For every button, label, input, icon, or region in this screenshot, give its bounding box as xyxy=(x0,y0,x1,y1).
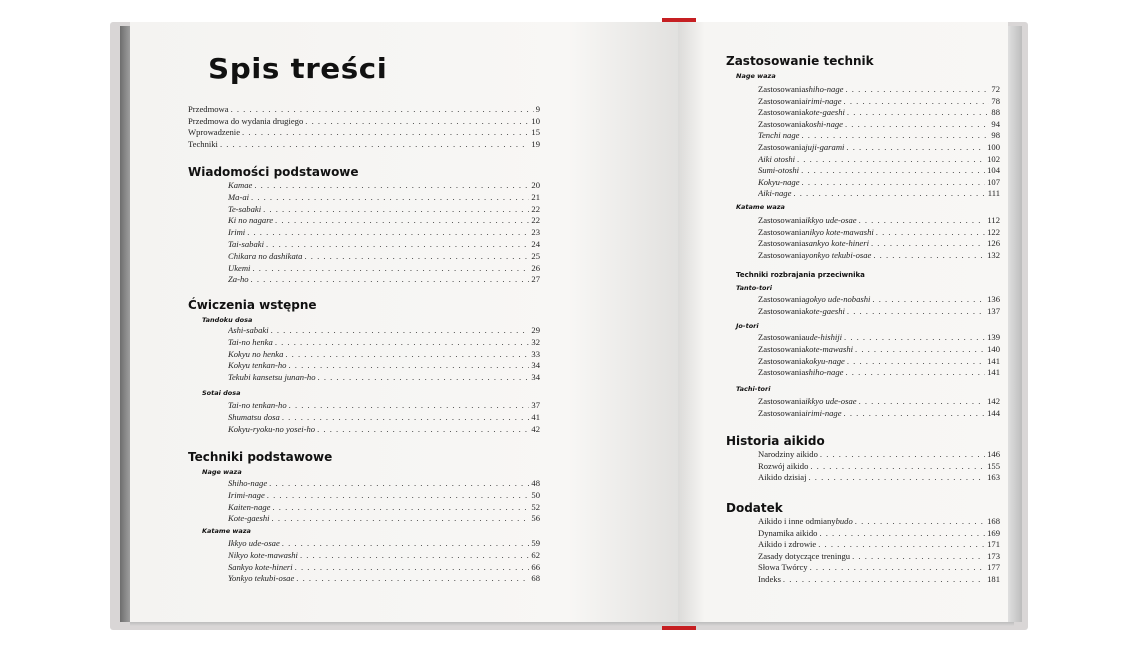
toc-page-number: 88 xyxy=(991,107,1000,118)
toc-leader-dots xyxy=(797,154,985,164)
toc-leader-dots xyxy=(318,372,530,382)
toc-page-number: 21 xyxy=(531,191,540,202)
toc-entry-prefix: Zastosowania xyxy=(758,249,806,260)
toc-entry xyxy=(758,250,1000,260)
toc-entry xyxy=(188,127,540,137)
toc-entry-label: Tai-no henka xyxy=(228,336,273,347)
toc-leader-dots xyxy=(810,461,985,471)
toc-page-number: 56 xyxy=(531,513,540,524)
toc-page-number: 141 xyxy=(987,367,1000,378)
section-heading: Ćwiczenia wstępne xyxy=(188,298,317,312)
toc-entry-label: Kokyu-nage xyxy=(758,176,800,187)
toc-page-number: 10 xyxy=(531,115,540,126)
toc-entry-label: yonkyo tekubi-osae xyxy=(805,249,872,260)
toc-entry-label: shiho-nage xyxy=(805,84,844,94)
toc-entry xyxy=(188,139,540,149)
toc-leader-dots xyxy=(231,104,534,114)
toc-entry xyxy=(758,539,1000,549)
toc-entry-label: Kaiten-nage xyxy=(228,501,271,512)
toc-entry xyxy=(228,215,540,225)
toc-entry xyxy=(758,107,1000,117)
toc-entry xyxy=(758,574,1000,584)
toc-entry xyxy=(758,154,1000,164)
toc-entry xyxy=(758,84,1000,94)
toc-entry-label: Techniki xyxy=(188,138,218,149)
toc-page-number: 15 xyxy=(531,127,540,138)
open-book xyxy=(110,18,1028,630)
toc-page-number: 22 xyxy=(531,203,540,214)
toc-entry xyxy=(758,142,1000,152)
toc-entry-label: gokyo ude-nobashi xyxy=(805,294,871,304)
toc-leader-dots xyxy=(801,165,985,175)
toc-entry xyxy=(228,400,540,410)
toc-entry-label: Aikido dzisiaj xyxy=(758,472,807,483)
toc-entry xyxy=(228,538,540,548)
section-heading: Techniki podstawowe xyxy=(188,450,333,464)
toc-page-number: 94 xyxy=(991,118,1000,129)
toc-entry-label: Zasady dotyczące treningu xyxy=(758,550,851,561)
toc-leader-dots xyxy=(282,412,530,422)
toc-leader-dots xyxy=(251,274,530,284)
toc-page-number: 32 xyxy=(531,336,540,347)
toc-entry xyxy=(228,337,540,347)
toc-entry-label: Ukemi xyxy=(228,262,251,273)
toc-leader-dots xyxy=(855,516,985,526)
toc-entry xyxy=(228,239,540,249)
subsection-heading: Sotai dosa xyxy=(202,389,241,397)
subsection-heading: Jo-tori xyxy=(736,322,759,330)
toc-entry-label: Narodziny aikido xyxy=(758,449,818,459)
toc-page-number: 122 xyxy=(987,226,1000,237)
toc-entry-label: kote-mawashi xyxy=(805,343,854,354)
toc-page-number: 27 xyxy=(531,274,540,285)
toc-leader-dots xyxy=(847,306,985,316)
toc-leader-dots xyxy=(289,400,530,410)
toc-leader-dots xyxy=(783,574,985,584)
toc-leader-dots xyxy=(847,356,985,366)
toc-leader-dots xyxy=(254,180,529,190)
toc-page-number: 42 xyxy=(531,423,540,434)
toc-entry xyxy=(758,356,1000,366)
toc-entry-label: Aiki-nage xyxy=(758,188,792,199)
toc-entry-prefix: Zastosowania xyxy=(758,367,806,378)
toc-entry-label: Dynamika aikido xyxy=(758,527,818,538)
page-edges-right xyxy=(1006,26,1022,622)
toc-entry-label: ikkyo ude-osae xyxy=(805,396,857,406)
toc-entry-label: Nikyo kote-mawashi xyxy=(228,549,298,560)
toc-page-number: 50 xyxy=(531,489,540,500)
toc-page-number: 19 xyxy=(531,138,540,149)
toc-entry xyxy=(758,294,1000,304)
toc-entry xyxy=(758,119,1000,129)
toc-page-number: 78 xyxy=(991,95,1000,106)
toc-entry xyxy=(758,516,1000,526)
toc-entry-prefix: Zastosowania xyxy=(758,407,806,418)
toc-page-number: 33 xyxy=(531,348,540,359)
toc-entry xyxy=(188,116,540,126)
toc-page-number: 25 xyxy=(531,250,540,261)
section-heading: Historia aikido xyxy=(726,434,825,448)
toc-page-number: 26 xyxy=(531,262,540,273)
toc-page-number: 144 xyxy=(987,407,1000,418)
toc-entry xyxy=(758,306,1000,316)
toc-entry-prefix: Zastosowania xyxy=(758,305,806,316)
toc-entry-label: Shiho-nage xyxy=(228,478,268,488)
toc-page-number: 102 xyxy=(987,153,1000,164)
toc-entry-label: ude-hishiji xyxy=(805,332,843,342)
toc-entry-label: Przedmowa do wydania drugiego xyxy=(188,115,304,126)
toc-entry xyxy=(228,274,540,284)
toc-entry-label: Aiki otoshi xyxy=(758,153,795,164)
toc-page-number: 68 xyxy=(531,573,540,584)
toc-entry xyxy=(228,490,540,500)
toc-entry-label: Te-sabaki xyxy=(228,203,262,214)
toc-entry-label: kote-gaeshi xyxy=(805,305,845,316)
toc-entry-label: Rozwój aikido xyxy=(758,460,809,471)
toc-entry-label: Aikido i zdrowie xyxy=(758,539,817,550)
toc-leader-dots xyxy=(247,227,529,237)
toc-entry xyxy=(758,177,1000,187)
toc-entry-label: Ashi-sabaki xyxy=(228,325,269,335)
toc-entry-label: kokyu-nage xyxy=(805,355,845,366)
toc-entry-label: shiho-nage xyxy=(805,367,844,378)
toc-entry-label: ikkyo ude-osae xyxy=(805,215,857,225)
toc-entry-label: Kokyu tenkan-ho xyxy=(228,360,287,371)
toc-entry xyxy=(758,215,1000,225)
toc-entry-label: Sankyo kote-hineri xyxy=(228,561,293,572)
toc-page-number: 72 xyxy=(991,84,1000,94)
toc-page-number: 62 xyxy=(531,549,540,560)
toc-page-number: 107 xyxy=(987,176,1000,187)
toc-page-number: 34 xyxy=(531,360,540,371)
toc-entry-label: Ki no nagare xyxy=(228,215,274,226)
toc-leader-dots xyxy=(818,539,985,549)
toc-entry xyxy=(188,104,540,114)
toc-leader-dots xyxy=(802,177,986,187)
toc-page-number: 126 xyxy=(987,238,1000,249)
toc-leader-dots xyxy=(845,84,989,94)
toc-page-number: 137 xyxy=(987,305,1000,316)
toc-entry xyxy=(758,528,1000,538)
toc-page-number: 163 xyxy=(987,472,1000,483)
toc-entry xyxy=(758,367,1000,377)
toc-page-number: 155 xyxy=(987,460,1000,471)
toc-leader-dots xyxy=(272,513,530,523)
toc-leader-dots xyxy=(304,251,529,261)
toc-entry xyxy=(758,96,1000,106)
subsection-heading: Tachi-tori xyxy=(736,385,771,393)
toc-page-number: 169 xyxy=(987,527,1000,538)
toc-entry-label: budo xyxy=(835,516,853,526)
toc-entry-prefix: Zastosowania xyxy=(758,332,806,342)
toc-leader-dots xyxy=(852,551,985,561)
toc-entry xyxy=(758,344,1000,354)
toc-page-number: 22 xyxy=(531,215,540,226)
toc-entry-label: Chikara no dashikata xyxy=(228,250,303,261)
toc-entry xyxy=(758,472,1000,482)
toc-leader-dots xyxy=(269,478,529,488)
toc-entry-label: Kamae xyxy=(228,180,253,190)
toc-leader-dots xyxy=(844,96,990,106)
toc-entry-label: Tenchi nage xyxy=(758,130,800,141)
toc-entry-label: kote-gaeshi xyxy=(805,107,845,118)
toc-entry xyxy=(758,238,1000,248)
toc-page-number: 34 xyxy=(531,372,540,383)
toc-entry-label: Kote-gaeshi xyxy=(228,513,270,524)
left-page xyxy=(130,22,678,622)
toc-entry xyxy=(228,349,540,359)
toc-entry-label: Ikkyo ude-osae xyxy=(228,538,280,548)
toc-page-number: 52 xyxy=(531,501,540,512)
toc-entry-label: Shumatsu dosa xyxy=(228,411,280,422)
toc-page-number: 136 xyxy=(987,294,1000,304)
toc-entry-label: Indeks xyxy=(758,574,781,584)
toc-entry-label: nikyo kote-mawashi xyxy=(805,226,874,237)
subsection-heading: Katame waza xyxy=(736,203,785,211)
toc-entry-label: Tekubi kansetsu junan-ho xyxy=(228,372,316,383)
right-page xyxy=(678,22,1008,622)
subsection-heading: Nage waza xyxy=(736,72,776,80)
toc-leader-dots xyxy=(845,119,989,129)
toc-leader-dots xyxy=(266,239,529,249)
toc-leader-dots xyxy=(859,215,986,225)
toc-page-number: 171 xyxy=(987,539,1000,550)
toc-leader-dots xyxy=(282,538,530,548)
toc-entry-label: irimi-nage xyxy=(805,95,842,106)
toc-page-number: 146 xyxy=(987,449,1000,459)
toc-page-number: 173 xyxy=(987,550,1000,561)
toc-entry-label: Wprowadzenie xyxy=(188,127,241,138)
toc-entry-label: Tai-sabaki xyxy=(228,239,264,249)
toc-page-number: 168 xyxy=(987,516,1000,526)
toc-page-number: 20 xyxy=(531,180,540,190)
toc-page-number: 104 xyxy=(987,165,1000,176)
toc-entry xyxy=(758,130,1000,140)
toc-entry xyxy=(228,573,540,583)
toc-leader-dots xyxy=(819,528,985,538)
toc-page-number: 132 xyxy=(987,249,1000,260)
toc-leader-dots xyxy=(801,130,989,140)
toc-entry xyxy=(758,449,1000,459)
toc-entry-prefix: Zastosowania xyxy=(758,142,806,152)
toc-entry xyxy=(758,562,1000,572)
toc-entry-prefix: Zastosowania xyxy=(758,343,806,354)
toc-page-number: 100 xyxy=(987,142,1000,152)
toc-entry xyxy=(228,424,540,434)
toc-leader-dots xyxy=(275,337,530,347)
section-heading: Wiadomości podstawowe xyxy=(188,165,359,179)
toc-leader-dots xyxy=(820,449,985,459)
toc-entry-label: Ma-ai xyxy=(228,191,250,202)
toc-entry xyxy=(758,188,1000,198)
toc-entry xyxy=(228,412,540,422)
toc-entry-label: juji-garami xyxy=(805,142,845,152)
toc-leader-dots xyxy=(251,192,529,202)
toc-page-number: 139 xyxy=(987,332,1000,342)
toc-entry-label: Tai-no tenkan-ho xyxy=(228,400,287,410)
toc-page-number: 48 xyxy=(531,478,540,488)
toc-page-number: 23 xyxy=(531,227,540,238)
toc-entry xyxy=(758,332,1000,342)
toc-leader-dots xyxy=(272,502,529,512)
toc-leader-dots xyxy=(285,349,529,359)
toc-entry-prefix: Zastosowania xyxy=(758,84,806,94)
toc-entry-prefix: Zastosowania xyxy=(758,118,806,129)
toc-entry xyxy=(758,461,1000,471)
toc-entry-label: Irimi-nage xyxy=(228,489,265,500)
toc-page-number: 41 xyxy=(531,411,540,422)
toc-leader-dots xyxy=(242,127,529,137)
toc-page-number: 177 xyxy=(987,562,1000,573)
toc-leader-dots xyxy=(846,142,985,152)
toc-page-number: 37 xyxy=(531,400,540,410)
toc-leader-dots xyxy=(844,408,986,418)
toc-page-number: 66 xyxy=(531,561,540,572)
toc-entry xyxy=(228,204,540,214)
toc-entry xyxy=(228,502,540,512)
toc-entry-prefix: Zastosowania xyxy=(758,396,806,406)
toc-leader-dots xyxy=(300,550,529,560)
toc-page-number: 24 xyxy=(531,239,540,249)
subsection-heading: Techniki rozbrajania przeciwnika xyxy=(736,271,865,279)
toc-entry-prefix: Zastosowania xyxy=(758,294,806,304)
toc-entry-prefix: Zastosowania xyxy=(758,107,806,118)
toc-entry xyxy=(228,251,540,261)
toc-page-number: 9 xyxy=(535,104,540,114)
toc-leader-dots xyxy=(263,204,529,214)
toc-entry xyxy=(228,562,540,572)
toc-entry-label: Yonkyo tekubi-osae xyxy=(228,573,295,584)
toc-leader-dots xyxy=(810,562,986,572)
toc-leader-dots xyxy=(305,116,529,126)
toc-page-number: 98 xyxy=(991,130,1000,141)
toc-entry-prefix: Aikido i inne odmiany xyxy=(758,516,836,526)
toc-entry-label: irimi-nage xyxy=(805,407,842,418)
toc-page-number: 142 xyxy=(987,396,1000,406)
toc-leader-dots xyxy=(317,424,529,434)
toc-entry-prefix: Zastosowania xyxy=(758,226,806,237)
toc-entry-prefix: Zastosowania xyxy=(758,355,806,366)
section-heading: Zastosowanie technik xyxy=(726,54,874,68)
toc-leader-dots xyxy=(267,490,530,500)
toc-leader-dots xyxy=(845,367,985,377)
toc-entry xyxy=(228,550,540,560)
toc-entry xyxy=(228,180,540,190)
toc-page-number: 181 xyxy=(987,574,1000,584)
toc-leader-dots xyxy=(855,344,985,354)
toc-leader-dots xyxy=(296,573,529,583)
subsection-heading: Nage waza xyxy=(202,468,242,476)
toc-leader-dots xyxy=(275,215,529,225)
toc-entry-label: Sumi-otoshi xyxy=(758,165,800,176)
toc-leader-dots xyxy=(872,294,985,304)
toc-leader-dots xyxy=(876,227,985,237)
toc-entry-label: Kokyu-ryoku-no yosei-ho xyxy=(228,423,316,434)
toc-entry-prefix: Zastosowania xyxy=(758,95,806,106)
toc-leader-dots xyxy=(220,139,529,149)
toc-entry xyxy=(228,263,540,273)
toc-leader-dots xyxy=(252,263,529,273)
subsection-heading: Tanto-tori xyxy=(736,284,772,292)
toc-entry xyxy=(758,165,1000,175)
subsection-heading: Katame waza xyxy=(202,527,251,535)
toc-leader-dots xyxy=(847,107,990,117)
toc-page-number: 29 xyxy=(531,325,540,335)
toc-leader-dots xyxy=(859,396,986,406)
toc-leader-dots xyxy=(873,250,985,260)
toc-leader-dots xyxy=(793,188,985,198)
toc-entry-label: Za-ho xyxy=(228,274,249,285)
toc-leader-dots xyxy=(295,562,530,572)
toc-entry xyxy=(228,478,540,488)
toc-entry xyxy=(758,396,1000,406)
toc-entry-label: Irimi xyxy=(228,227,246,238)
toc-entry-label: sankyo kote-hineri xyxy=(805,238,869,249)
toc-entry-label: Przedmowa xyxy=(188,104,229,114)
toc-entry xyxy=(228,192,540,202)
toc-entry xyxy=(758,227,1000,237)
toc-entry-prefix: Zastosowania xyxy=(758,238,806,249)
toc-entry xyxy=(758,408,1000,418)
toc-entry xyxy=(228,372,540,382)
toc-leader-dots xyxy=(288,360,529,370)
toc-leader-dots xyxy=(271,325,530,335)
toc-leader-dots xyxy=(808,472,985,482)
toc-entry xyxy=(228,360,540,370)
toc-leader-dots xyxy=(871,238,985,248)
toc-page-number: 59 xyxy=(531,538,540,548)
toc-page-number: 112 xyxy=(987,215,1000,225)
toc-leader-dots xyxy=(844,332,985,342)
toc-entry xyxy=(758,551,1000,561)
toc-page-number: 140 xyxy=(987,343,1000,354)
subsection-heading: Tandoku dosa xyxy=(202,316,253,324)
toc-entry-label: koshi-nage xyxy=(805,118,843,129)
toc-entry-prefix: Zastosowania xyxy=(758,215,806,225)
page-title: Spis treści xyxy=(208,52,388,85)
section-heading: Dodatek xyxy=(726,501,783,515)
toc-entry-label: Kokyu no henka xyxy=(228,348,284,359)
toc-page-number: 111 xyxy=(987,188,1000,199)
toc-entry xyxy=(228,227,540,237)
toc-entry xyxy=(228,325,540,335)
toc-page-number: 141 xyxy=(987,355,1000,366)
toc-entry xyxy=(228,513,540,523)
toc-entry-label: Słowa Twórcy xyxy=(758,562,808,573)
